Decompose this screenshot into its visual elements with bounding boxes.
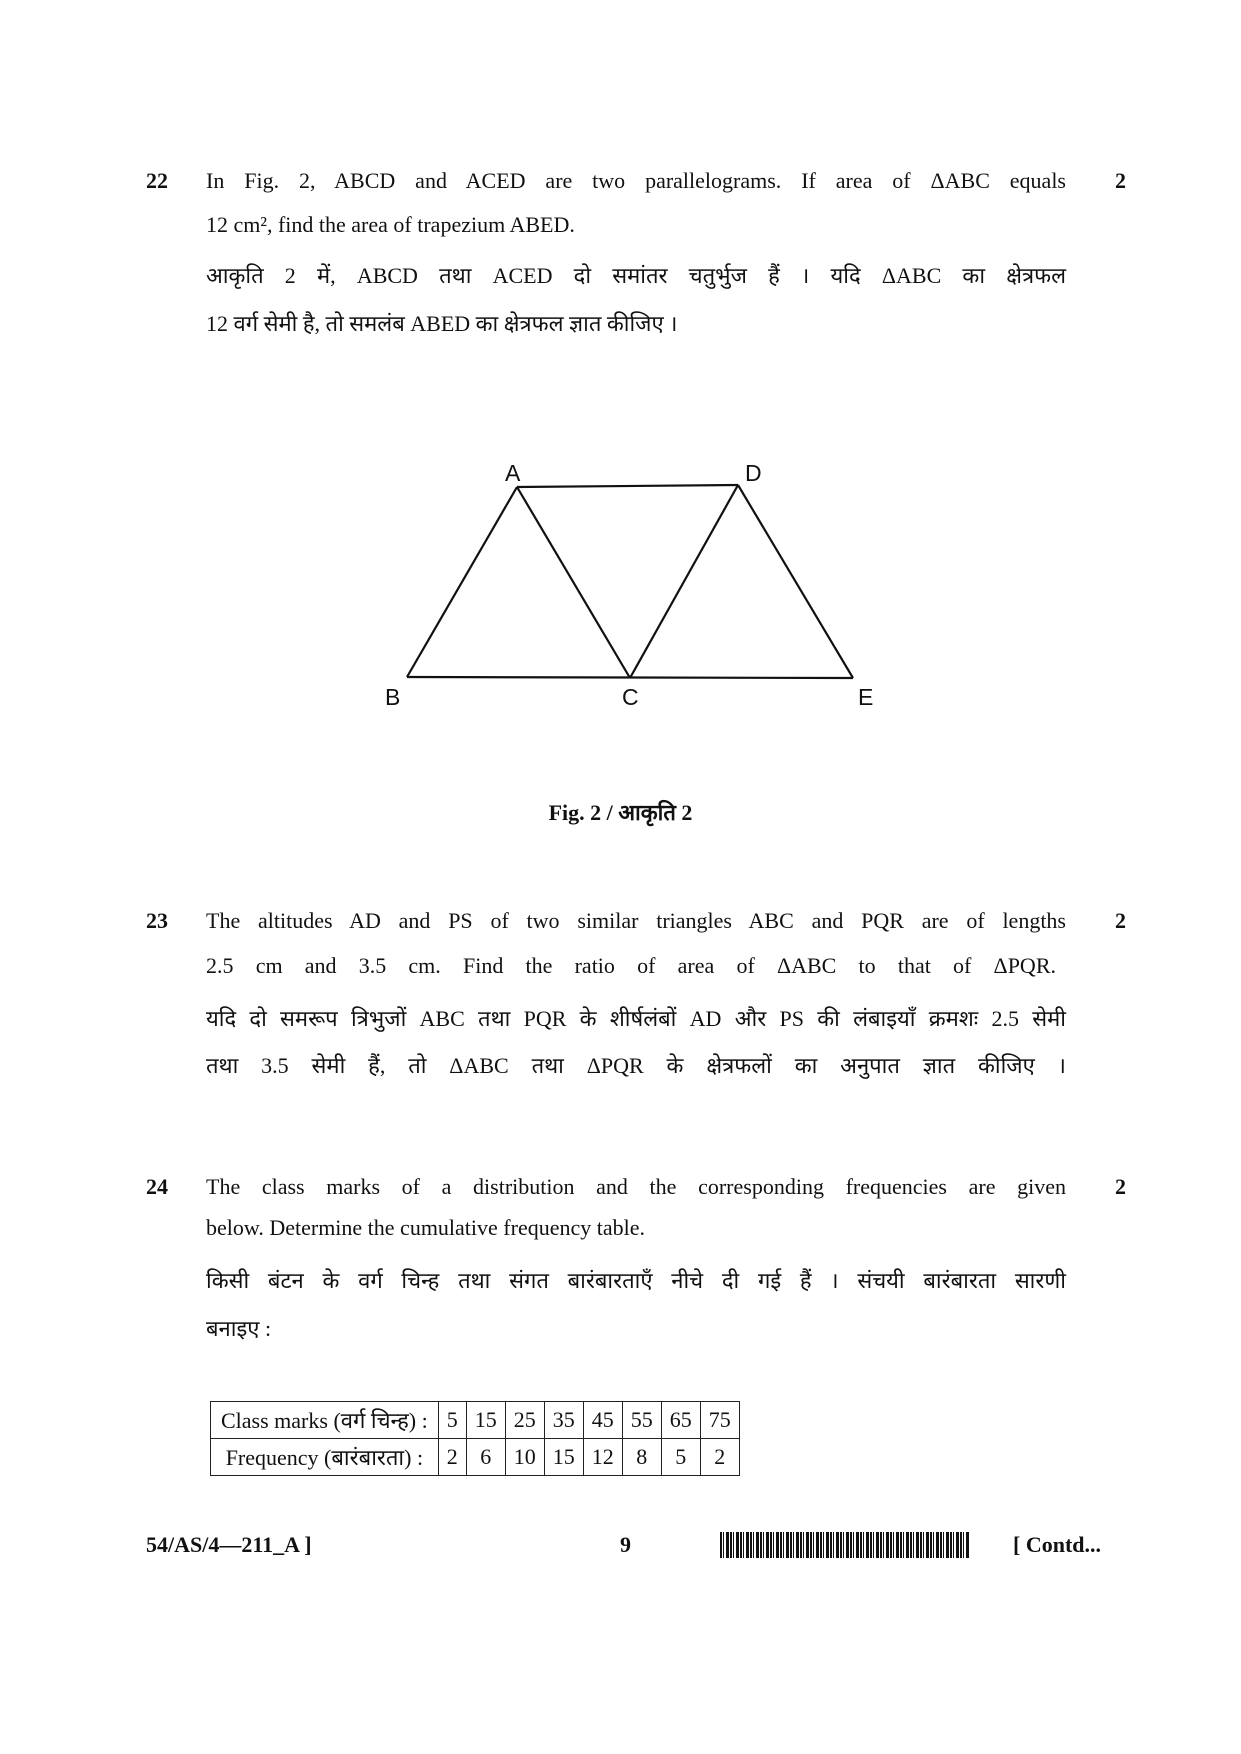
question-text-en-1: In Fig. 2, ABCD and ACED are two parallelograms. If area of ΔABC equals (206, 168, 1066, 193)
table-cell: 25 (505, 1402, 544, 1439)
figure-caption: Fig. 2 / आकृति 2 (548, 800, 693, 825)
table-cell: 15 (466, 1402, 505, 1439)
row-header: Frequency (बारंबारता) : (211, 1439, 439, 1476)
table-cell: 2 (438, 1439, 466, 1476)
barcode-image (720, 1532, 970, 1558)
question-text-hi-2: 12 वर्ग सेमी है, तो समलंब ABED का क्षेत्रफल ज्ञात कीजिए । (206, 311, 678, 336)
frequency-table (210, 1401, 740, 1476)
vertex-label-C: C (622, 684, 639, 710)
question-number: 24 (146, 1174, 168, 1199)
table-row (211, 1402, 740, 1439)
question-text-en-2: below. Determine the cumulative frequency table. (206, 1215, 646, 1240)
question-text-en-1: The altitudes AD and PS of two similar triangles ABC and PQR are of lengths (206, 908, 1066, 933)
question-number: 22 (146, 168, 168, 193)
table-cell: 35 (544, 1402, 583, 1439)
table-cell: 55 (622, 1402, 661, 1439)
question-text-en-1: The class marks of a distribution and the corresponding frequencies are given (206, 1174, 1066, 1199)
continued-label: [ Contd... (1013, 1532, 1102, 1557)
vertex-label-A: A (505, 460, 521, 486)
table-cell: 8 (622, 1439, 661, 1476)
table-cell: 15 (544, 1439, 583, 1476)
question-text-hi-1: आकृति 2 में, ABCD तथा ACED दो समांतर चतुर्भुज हैं । यदि ΔABC का क्षेत्रफल (206, 263, 1066, 288)
table-cell: 75 (700, 1402, 739, 1439)
segment-AC (517, 487, 630, 678)
table-cell: 2 (700, 1439, 739, 1476)
question-text-en-2: 2.5 cm and 3.5 cm. Find the ratio of area of ΔABC to that of ΔPQR. (206, 953, 1056, 978)
table-cell: 6 (466, 1439, 505, 1476)
question-text-hi-2: तथा 3.5 सेमी हैं, तो ΔABC तथा ΔPQR के क्षेत्रफलों का अनुपात ज्ञात कीजिए । (206, 1053, 1066, 1078)
question-number: 23 (146, 908, 168, 933)
table-cell: 65 (661, 1402, 700, 1439)
question-text-en-2: 12 cm², find the area of trapezium ABED. (206, 212, 575, 237)
table-row (211, 1439, 740, 1476)
segment-AB (407, 487, 517, 677)
page-number: 9 (620, 1532, 631, 1557)
row-header: Class marks (वर्ग चिन्ह) : (211, 1402, 439, 1439)
vertex-label-E: E (858, 684, 874, 710)
question-text-hi-2: बनाइए : (206, 1316, 272, 1341)
table-cell: 10 (505, 1439, 544, 1476)
vertex-label-B: B (385, 684, 401, 710)
segment-DE (738, 485, 853, 678)
segment-CD (630, 485, 738, 678)
table-cell: 45 (583, 1402, 622, 1439)
vertex-label-D: D (745, 460, 762, 486)
segment-AD (517, 485, 738, 487)
parallelogram-figure (380, 450, 880, 710)
paper-code: 54/AS/4—211_A ] (146, 1532, 312, 1557)
table-cell: 5 (661, 1439, 700, 1476)
question-text-hi-1: यदि दो समरूप त्रिभुजों ABC तथा PQR के शीर्षलंबों AD और PS की लंबाइयाँ क्रमशः 2.5 सेमी (206, 1006, 1066, 1031)
question-marks: 2 (1115, 168, 1126, 193)
table-cell: 5 (438, 1402, 466, 1439)
table-cell: 12 (583, 1439, 622, 1476)
question-marks: 2 (1115, 1174, 1126, 1199)
question-text-hi-1: किसी बंटन के वर्ग चिन्ह तथा संगत बारंबारताएँ नीचे दी गई हैं । संचयी बारंबारता सारणी (206, 1268, 1066, 1293)
question-marks: 2 (1115, 908, 1126, 933)
